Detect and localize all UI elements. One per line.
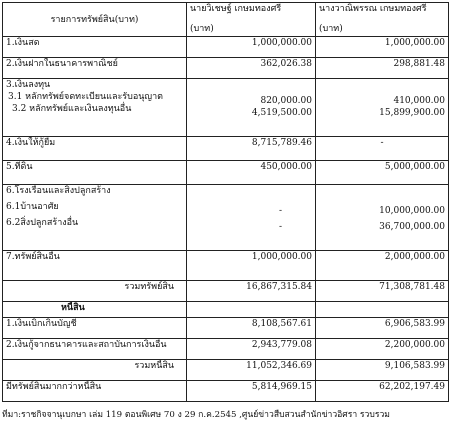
table-row-liabilities-heading — [3, 302, 449, 318]
row-value-person2: - — [316, 137, 449, 161]
building-label: 6.โรงเรือนและสิ่งปลูกสร้าง — [6, 186, 111, 196]
liabilities-heading: หนี้สิน — [3, 302, 187, 318]
row-value-person1 — [187, 79, 316, 137]
header-person1-name: นายวิเชษฐ์ เกษมทองศรี — [190, 4, 282, 14]
header-item: รายการทรัพย์สิน(บาท) — [3, 3, 187, 37]
total-assets-v2: 71,308,781.48 — [316, 281, 449, 302]
row-value-person2: 5,000,000.00 — [316, 161, 449, 185]
row-label-group — [3, 185, 187, 251]
net-worth-v2: 62,202,197.49 — [316, 381, 449, 402]
building-sub1-v1: - — [279, 206, 283, 216]
table-row-other — [3, 251, 449, 281]
source-note: ที่มา:ราชกิจจานุเบกษา เล่ม 119 ตอนพิเศษ 70 ง 29 ก.ค.2545 ,ศูนย์ข่าวสืบสวนสำนักข่าวอิศรา รวบรวม — [2, 410, 390, 420]
table-row-investment — [3, 79, 449, 137]
table-row-total-assets — [3, 281, 449, 302]
header-person1-unit: (บาท) — [190, 24, 214, 34]
investment-sub2-v2: 15,899,900.00 — [379, 108, 445, 118]
row-value-person1: 1,000,000.00 — [187, 251, 316, 281]
total-liabilities-label: รวมหนี้สิน — [3, 360, 187, 381]
total-liabilities-v1: 11,052,346.69 — [187, 360, 316, 381]
total-assets-label: รวมทรัพย์สิน — [3, 281, 187, 302]
row-value-person2 — [316, 185, 449, 251]
row-value-person1: 1,000,000.00 — [187, 37, 316, 58]
row-label: 2.เงินกู้จากธนาคารและสถาบันการเงินอื่น — [3, 339, 187, 360]
row-label: 1.เงินเบิกเกินบัญชี — [3, 318, 187, 339]
net-worth-label: มีทรัพย์สินมากกว่าหนี้สิน — [3, 381, 187, 402]
row-value-person2: 2,200,000.00 — [316, 339, 449, 360]
header-person2-unit: (บาท) — [319, 24, 343, 34]
table-row-overdraft — [3, 318, 449, 339]
row-value-person1: 8,108,567.61 — [187, 318, 316, 339]
row-value-person2: 6,906,583.99 — [316, 318, 449, 339]
header-person2-name: นางวาณิพรรณ เกษมทองศรี — [319, 4, 427, 14]
building-sub2-v1: - — [279, 222, 283, 232]
row-value-person2 — [316, 79, 449, 137]
table-row-bank-loan — [3, 339, 449, 360]
liabilities-heading-blank1 — [187, 302, 316, 318]
header-person2 — [316, 3, 449, 37]
investment-label: 3.เงินลงทุน — [6, 80, 51, 90]
total-assets-v1: 16,867,315.84 — [187, 281, 316, 302]
liabilities-heading-blank2 — [316, 302, 449, 318]
investment-sub2-label: 3.2 หลักทรัพย์และเงินลงทุนอื่น — [12, 104, 132, 114]
row-label: 2.เงินฝากในธนาคารพาณิชย์ — [3, 58, 187, 79]
row-value-person2: 298,881.48 — [316, 58, 449, 79]
investment-sub2-v1: 4,519,500.00 — [251, 108, 312, 118]
net-worth-v1: 5,814,969.15 — [187, 381, 316, 402]
row-value-person2: 2,000,000.00 — [316, 251, 449, 281]
table-row-cash — [3, 37, 449, 58]
building-sub1-label: 6.1บ้านอาศัย — [6, 202, 59, 212]
row-value-person1: 362,026.38 — [187, 58, 316, 79]
row-label-group — [3, 79, 187, 137]
table-row-land — [3, 161, 449, 185]
building-sub2-v2: 36,700,000.00 — [379, 222, 445, 232]
row-value-person1: 2,943,779.08 — [187, 339, 316, 360]
row-value-person1: 450,000.00 — [187, 161, 316, 185]
table-row-building — [3, 185, 449, 251]
investment-sub1-label: 3.1 หลักทรัพย์จดทะเบียนและรับอนุญาต — [8, 92, 163, 102]
table-row-deposit — [3, 58, 449, 79]
row-value-person1: 8,715,789.46 — [187, 137, 316, 161]
row-value-person1 — [187, 185, 316, 251]
investment-sub1-v2: 410,000.00 — [393, 96, 445, 106]
row-label: 7.ทรัพย์สินอื่น — [3, 251, 187, 281]
total-liabilities-v2: 9,106,583.99 — [316, 360, 449, 381]
header-person1 — [187, 3, 316, 37]
table-row-total-liabilities — [3, 360, 449, 381]
table-header-row — [3, 3, 449, 37]
building-sub1-v2: 10,000,000.00 — [379, 206, 445, 216]
table-row-loan — [3, 137, 449, 161]
asset-table — [2, 2, 449, 402]
row-label: 5.ที่ดิน — [3, 161, 187, 185]
row-label: 1.เงินสด — [3, 37, 187, 58]
row-label: 4.เงินให้กู้ยืม — [3, 137, 187, 161]
investment-sub1-v1: 820,000.00 — [260, 96, 312, 106]
row-value-person2: 1,000,000.00 — [316, 37, 449, 58]
table-row-net-worth — [3, 381, 449, 402]
building-sub2-label: 6.2สิ่งปลูกสร้างอื่น — [6, 218, 79, 228]
